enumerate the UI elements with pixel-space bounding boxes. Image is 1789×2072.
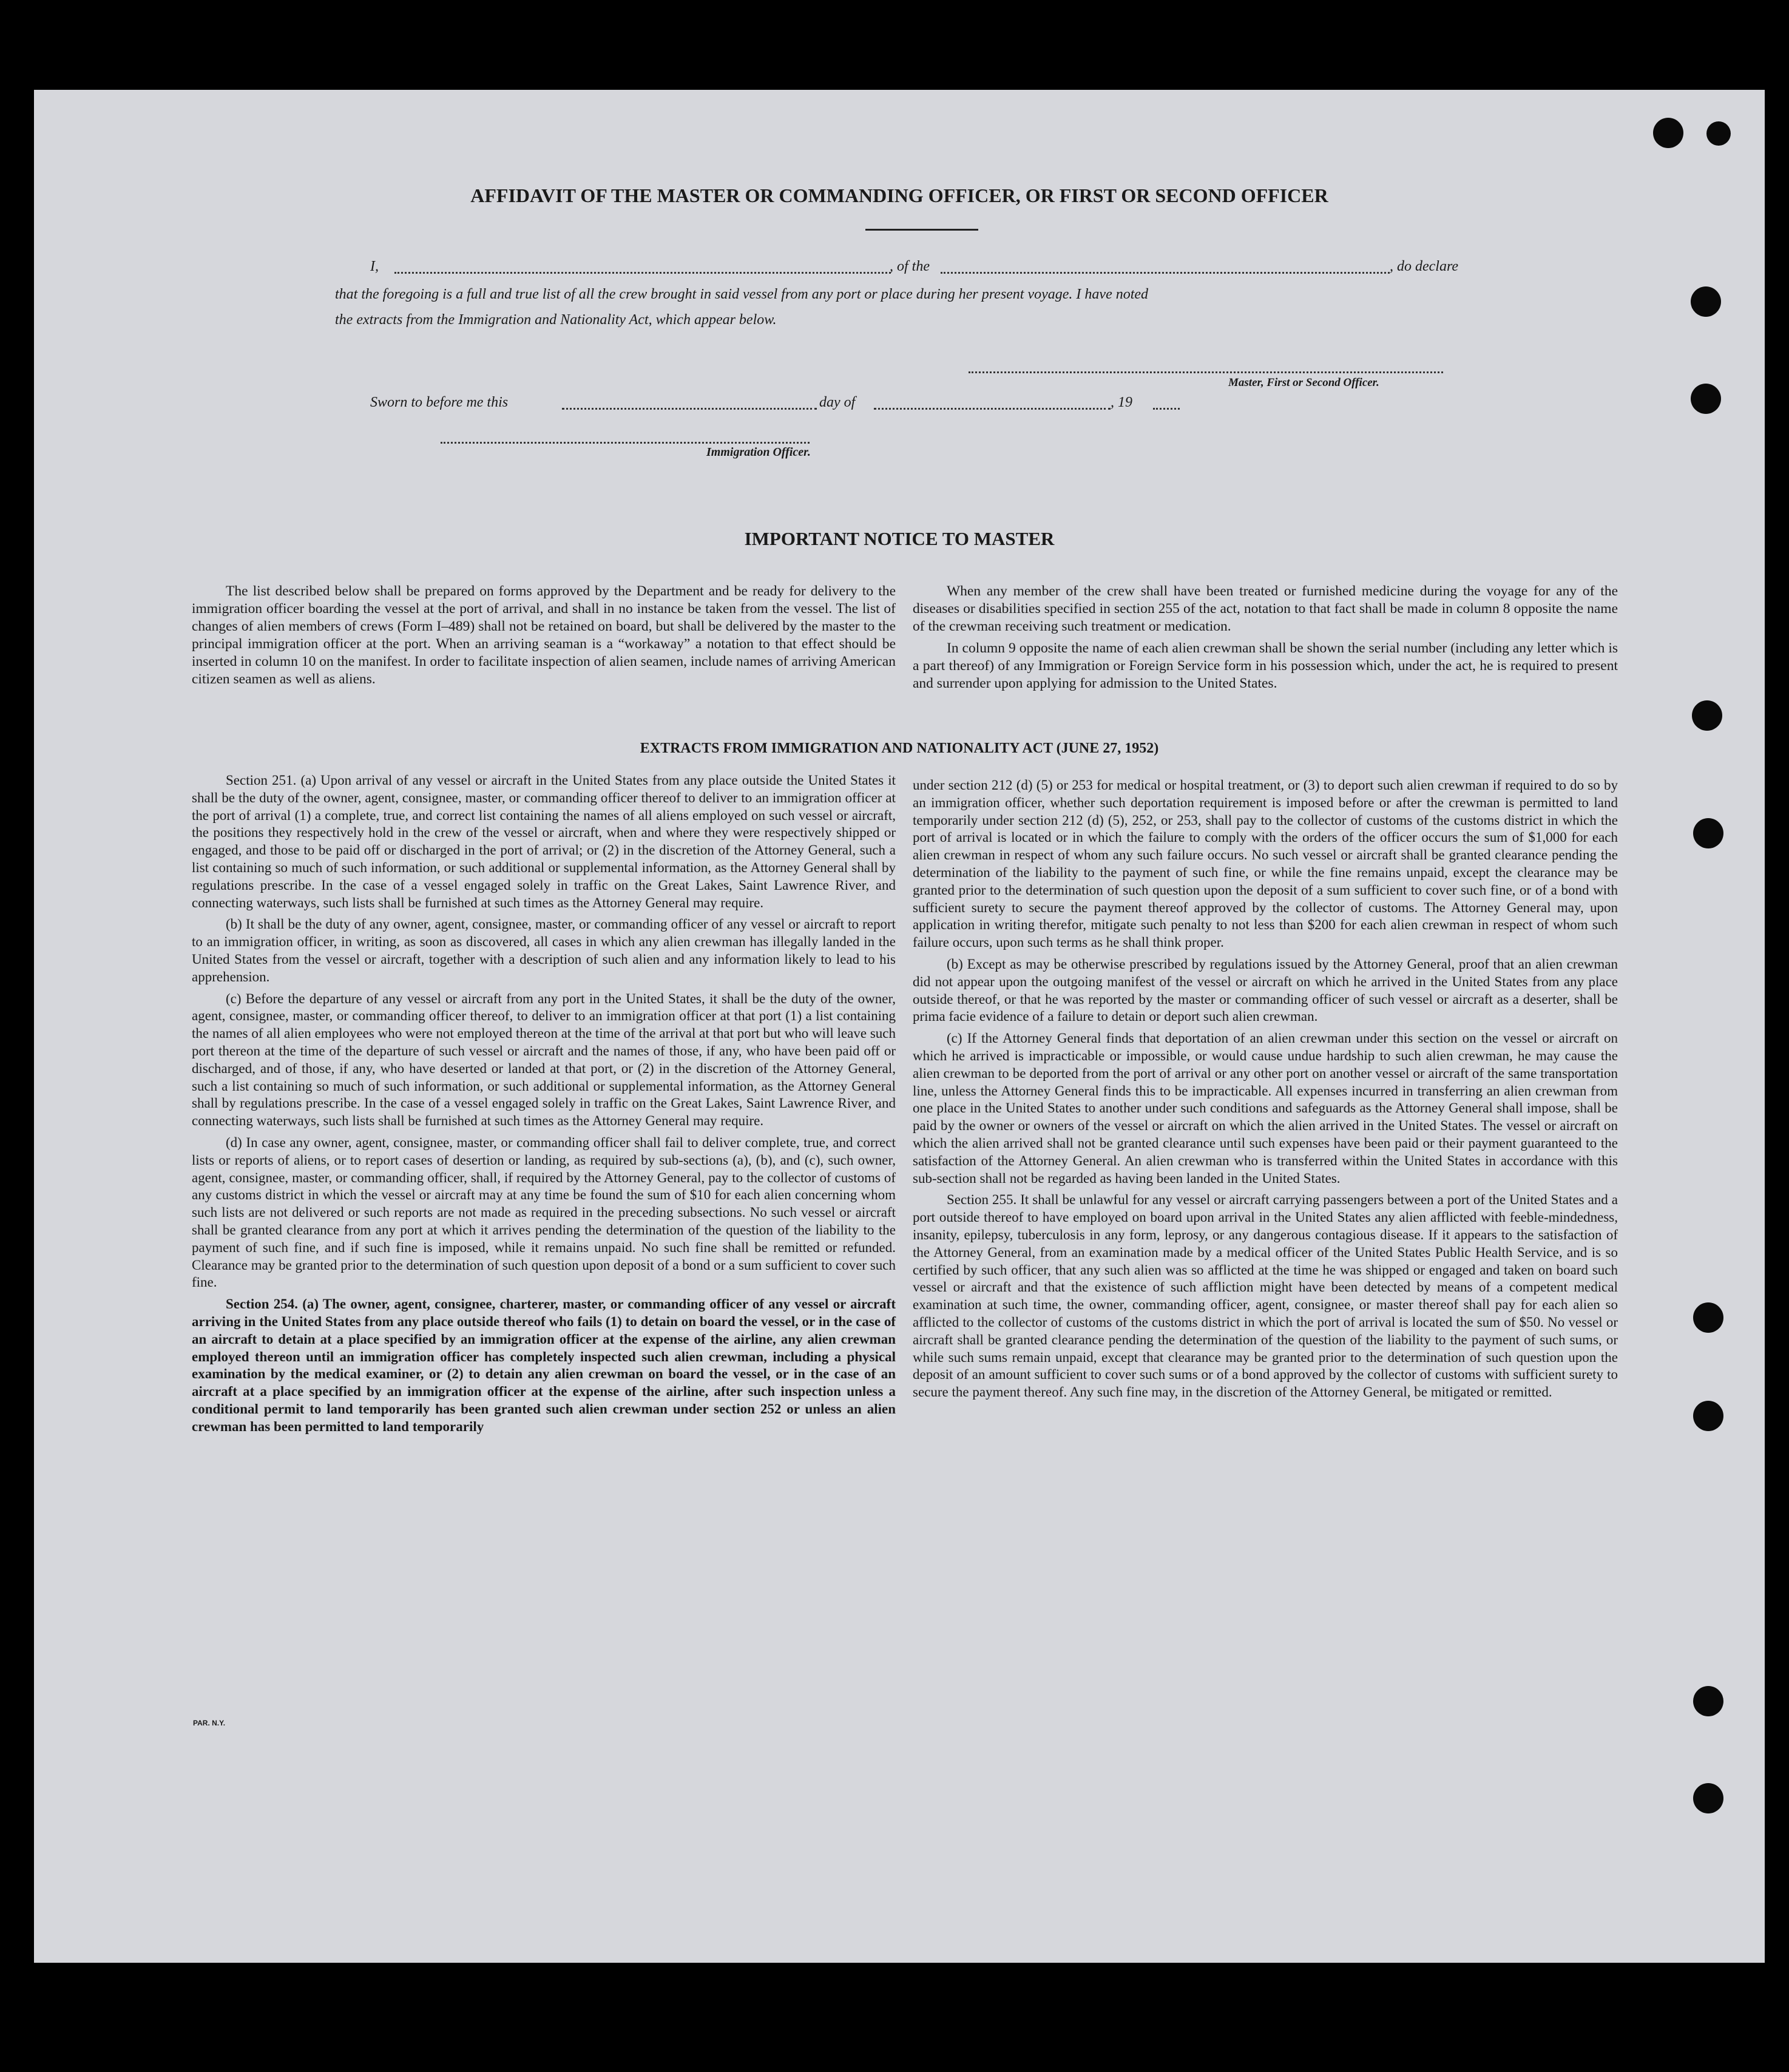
notice-left-paragraph: The list described below shall be prepared on forms approved by the Department and be ready for delivery to the immigration officer boarding the vessel at the port of arrival, and shall in no instance be taken from the vessel. The list of changes of alien members of crews (Form I–489) shall not be retained on board, but shall be delivered by the master to the principal immigration officer at the port. When an arriving seaman is a “workaway” a notation to that effect should be inserted in column 10 on the manifest. In order to facilitate inspection of alien seamen, include names of arriving American citizen seamen as well as aliens. — [192, 583, 896, 687]
vessel-line — [941, 272, 1390, 274]
of-the-label: , of the — [890, 259, 930, 274]
punch-hole-icon — [1693, 1783, 1723, 1813]
master-signature-label: Master, First or Second Officer. — [1228, 376, 1379, 389]
notice-right-paragraph-1: When any member of the crew shall have been treated or furnished medicine during the voyage for any of the diseases or disabilities specified in section 255 of the act, notation to that fact shall be made in column 8 opposite the name of the crewman receiving such treatment or medication. — [913, 583, 1618, 634]
notice-right-paragraph-2: In column 9 opposite the name of each alien crewman shall be shown the serial number (including any letter which is a part thereof) of any Immigration or Foreign Service form in his possession which, under the act, he is required to present and surrender upon applying for admission to the United States. — [913, 640, 1618, 691]
punch-hole-icon — [1693, 1302, 1723, 1333]
section-254-b: (b) Except as may be otherwise prescribed by regulations issued by the Attorney General, proof that an alien crewman did not appear upon the outgoing manifest of the vessel or aircraft on which he arrived in the United States from any place outside thereof, or that he was reported by the master or commanding officer of such vessel or aircraft as a deserter, shall be prima facie evidence of a failure to detain or deport such alien crewman. — [913, 956, 1618, 1024]
extracts-left-column — [192, 772, 896, 1440]
section-255: Section 255. It shall be unlawful for any vessel or aircraft carrying passengers between a port of the United States and a port outside thereof to have employed on board upon arrival in the United States any alien afflicted with feeble-mindedness, insanity, epilepsy, tuberculosis in any form, leprosy, or any dangerous contagious disease. If it appears to the satisfaction of the Attorney General, from an examination made by a medical officer of the United States Public Health Service, and is so certified by such officer, that any such alien was so afflicted at the time he was shipped or engaged and taken on board such vessel or aircraft and that the existence of such affliction might have been detected by means of a competent medical examination at such time, the owner, commanding officer, agent, consignee, or master thereof shall pay for each alien so afflicted to the collector of customs of the customs district in which the port of arrival is located the sum of $50. No vessel or aircraft shall be granted clearance pending the determination of the question of the liability to the payment of such sums, or while such sums remain unpaid, except that clearance may be granted prior to the determination of such question upon the deposit of an amount sufficient to cover such sums or of a bond approved by the collector of customs with sufficient surety to secure the payment thereof. Any such fine may, in the discretion of the Attorney General, be mitigated or remitted. — [913, 1192, 1618, 1400]
master-signature-line — [969, 371, 1443, 373]
printer-mark: PAR. N.Y. — [193, 1719, 226, 1727]
punch-hole-icon — [1691, 286, 1721, 317]
section-254-a: Section 254. (a) The owner, agent, consignee, charterer, master, or commanding officer of any vessel or aircraft arriving in the United States from any place outside thereof who fails (1) to detain on board the vessel, or in the case of an aircraft to detain at a place specified by an immigration officer at the expense of the airline, any alien crewman employed thereon until an immigration officer has completely inspected such alien crewman, including a physical examination by the medical examiner, or (2) to detain any alien crewman on board the vessel, or in the case of an aircraft at a place specified by an immigration officer at the expense of the airline, after such inspection unless a conditional permit to land temporarily has been granted such alien crewman under section 252 or unless an alien crewman has been permitted to land temporarily — [192, 1296, 896, 1434]
extracts-title: EXTRACTS FROM IMMIGRATION AND NATIONALITY ACT (JUNE 27, 1952) — [640, 740, 1159, 756]
sworn-label: Sworn to before me this — [370, 394, 509, 410]
form-page — [34, 90, 1765, 1963]
year-label: , 19 — [1111, 394, 1132, 410]
declaration-line-1: that the foregoing is a full and true list of all the crew brought in said vessel from any port or place during her present voyage. I have noted — [335, 286, 1149, 302]
title-underline — [865, 229, 978, 231]
punch-hole-icon — [1691, 384, 1721, 414]
day-of-label: day of — [819, 394, 856, 410]
affidavit-title: AFFIDAVIT OF THE MASTER OR COMMANDING OFFICER, OR FIRST OR SECOND OFFICER — [470, 185, 1328, 206]
name-line — [394, 272, 891, 274]
officer-signature-line — [441, 442, 810, 444]
section-251-a: Section 251. (a) Upon arrival of any vessel or aircraft in the United States from any place outside the United States it shall be the duty of the owner, agent, consignee, master, or commanding officer thereof to deliver to an immigration officer at the port of arrival (1) a complete, true, and correct list containing the names of all aliens employed on such vessel or aircraft, the positions they respectively hold in the crew of the vessel or aircraft, when and where they were respectively shipped or engaged, and those to be paid off or discharged in the port of arrival; or (2) in the discretion of the Attorney General, such a list containing so much of such information, or such additional or supplemental information, as the Attorney General shall by regulations prescribe. In the case of a vessel engaged solely in traffic on the Great Lakes, Saint Lawrence River, and connecting waterways, such lists shall be furnished at such times as the Attorney General may require. — [192, 773, 896, 910]
declaration-line-2: the extracts from the Immigration and Nationality Act, which appear below. — [335, 312, 777, 328]
sworn-month-line — [874, 408, 1111, 410]
punch-hole-icon — [1693, 818, 1723, 848]
section-251-d: (d) In case any owner, agent, consignee, master, or commanding officer shall fail to deliver complete, true, and correct lists or reports of aliens, or to report cases of desertion or landing, as required by sub-sections (a), (b), and (c), such owner, agent, consignee, master, or commanding officer, shall, if required by the Attorney General, pay to the collector of customs of any customs district in which the vessel or aircraft may at any time be found the sum of $10 for each alien concerning whom such lists are not delivered or such reports are not made as required in the preceding subsections. No such vessel or aircraft shall be granted clearance from any port at which it arrives pending the determination of the question of the liability to the payment of such fine, and if such fine is imposed, while it remains unpaid. No such fine shall be remitted or refunded. Clearance may be granted prior to the determination of such question upon deposit of a bond or a sum sufficient to cover such fine. — [192, 1134, 896, 1290]
section-251-c: (c) Before the departure of any vessel or aircraft from any port in the United States, it shall be the duty of the owner, agent, consignee, master, or commanding officer thereof, to deliver to an immigration officer at that port (1) a list containing the names of all alien employees who were not employed thereon at the time of the arrival at that port but who will leave such port thereon at the time of the departure of such vessel or aircraft and the names of those, if any, who have been paid off or discharged, and of those, if any, who have deserted or landed at that port, or (2) in the discretion of the Attorney General, such a list containing so much of such information, or such additional or supplemental information, as the Attorney General shall by regulations prescribe. In the case of a vessel engaged solely in traffic on the Great Lakes, Saint Lawrence River, and connecting waterways, such lists shall be furnished at such times as the Attorney General may require. — [192, 990, 896, 1129]
sworn-year-line — [1153, 408, 1180, 410]
notice-left-column — [192, 583, 896, 692]
do-declare-label: , do declare — [1390, 259, 1459, 274]
punch-hole-icon — [1692, 700, 1722, 731]
notice-right-column — [913, 583, 1618, 697]
punch-hole-icon — [1693, 1401, 1723, 1431]
section-254-a-continued: under section 212 (d) (5) or 253 for medical or hospital treatment, or (3) to deport such alien crewman if required to do so by an immigration officer, whether such deportation requirement is imposed before or after the crewman is permitted to land temporarily under section 212 (d) (5), 252, or 253, shall pay to the collector of customs of the customs district in which the port of arrival is located or in which the failure to comply with the orders of the officer occurs the sum of $1,000 for each alien crewman in respect of whom any such failure occurs. No such vessel or aircraft shall be granted clearance pending the determination of the liability to the payment of such fine, or while the fine remains unpaid, except the clearance may be granted prior to the determination of such question upon the deposit of a sum sufficient to cover such fine, or of a bond with sufficient surety to secure the payment thereof approved by the collector of customs. The Attorney General may, upon application in writing therefor, mitigate such penalty to not less than $200 for each alien crewman in respect of whom such failure occurs, upon such terms as he shall think proper. — [913, 777, 1618, 950]
i-label: I, — [370, 259, 379, 274]
section-251-b: (b) It shall be the duty of any owner, agent, consignee, master, or commanding officer of any vessel or aircraft to report to an immigration officer, in writing, as soon as discovered, all cases in which any alien crewman has illegally landed in the United States from the vessel or aircraft, together with a description of such alien and any information likely to lead to his apprehension. — [192, 916, 896, 984]
notice-title: IMPORTANT NOTICE TO MASTER — [744, 528, 1055, 549]
sworn-day-line — [562, 408, 817, 410]
officer-signature-label: Immigration Officer. — [706, 445, 811, 459]
punch-hole-icon — [1706, 121, 1731, 146]
punch-hole-icon — [1653, 118, 1683, 148]
extracts-right-column — [913, 777, 1618, 1406]
punch-hole-icon — [1693, 1686, 1723, 1716]
section-254-c: (c) If the Attorney General finds that deportation of an alien crewman under this section on the vessel or aircraft on which he arrived is impracticable or impossible, or would cause undue hardship to such alien crewman, he may cause the alien crewman to be deported from the port of arrival or any other port on another vessel or aircraft of the same transportation line, unless the Attorney General finds this to be impracticable. All expenses incurred in transferring an alien crewman from one place in the United States to another under such conditions and safeguards as the Attorney General shall impose, shall be paid by the owner or owners of the vessel or aircraft on which the alien arrived in the United States. The vessel or aircraft on which the alien arrived shall not be granted clearance until such expenses have been paid or their payment guaranteed to the satisfaction of the Attorney General. An alien crewman who is transferred within the United States in accordance with this sub-section shall not be regarded as having been landed in the United States. — [913, 1031, 1618, 1186]
